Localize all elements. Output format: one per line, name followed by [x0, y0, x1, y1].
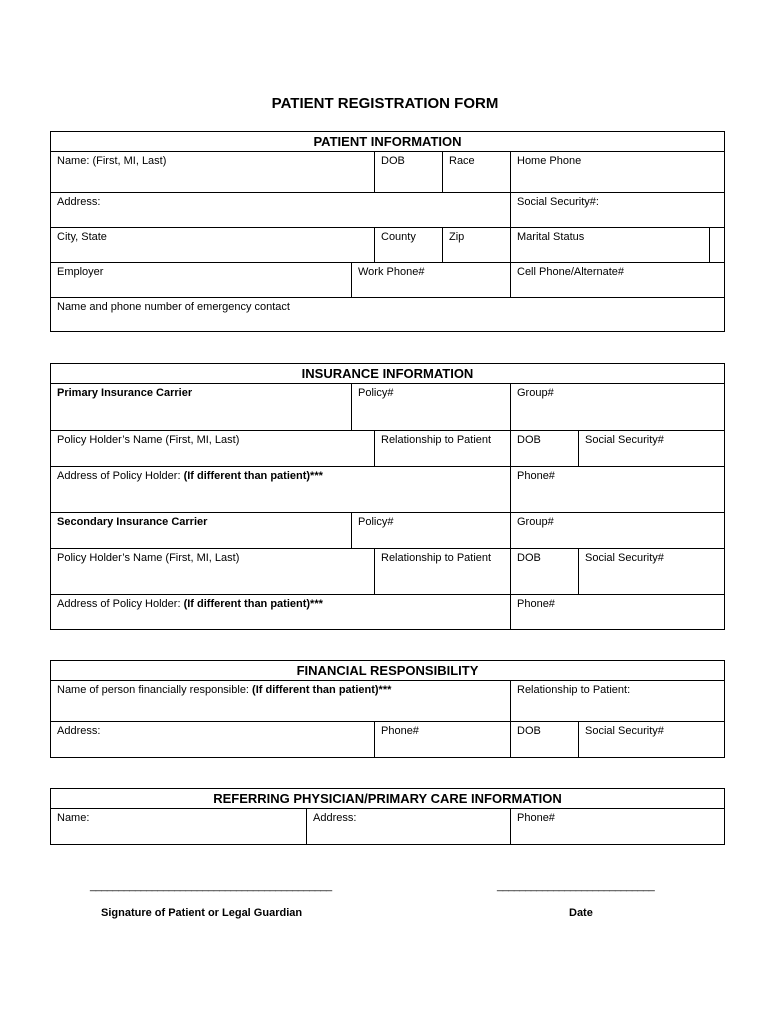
insurance-information-section [50, 363, 725, 630]
primary-holder-address-field[interactable] [51, 467, 510, 512]
primary-ssn-field[interactable] [578, 431, 724, 466]
secondary-group-field[interactable] [510, 513, 724, 548]
primary-phone-field[interactable] [510, 467, 724, 512]
secondary-carrier-label: Secondary Insurance Carrier [57, 516, 208, 528]
patient-name-field[interactable] [51, 152, 374, 192]
secondary-relationship-field[interactable] [374, 549, 510, 594]
financial-phone-field[interactable] [374, 722, 510, 757]
secondary-holder-name-label: Policy Holder’s Name (First, MI, Last) [57, 552, 240, 564]
patient-cell-phone-field[interactable] [510, 263, 724, 297]
insurance-information-header: INSURANCE INFORMATION [51, 364, 724, 384]
patient-zip-label: Zip [449, 231, 465, 243]
financial-phone-label: Phone# [381, 725, 419, 737]
secondary-phone-field[interactable] [510, 595, 724, 629]
secondary-holder-address-note: (If different than patient)*** [183, 598, 323, 610]
patient-ssn-field[interactable] [510, 193, 724, 227]
financial-row-address [51, 721, 724, 757]
patient-row-name [51, 152, 724, 192]
primary-holder-name-label: Policy Holder’s Name (First, MI, Last) [57, 434, 240, 446]
patient-work-phone-field[interactable] [351, 263, 510, 297]
primary-carrier-field[interactable] [51, 384, 351, 430]
signature-label: Signature of Patient or Legal Guardian [101, 907, 303, 919]
physician-row [51, 809, 724, 844]
secondary-dob-field[interactable] [510, 549, 578, 594]
financial-ssn-field[interactable] [578, 722, 724, 757]
primary-carrier-label: Primary Insurance Carrier [57, 387, 193, 399]
primary-policy-field[interactable] [351, 384, 510, 430]
physician-address-field[interactable] [306, 809, 510, 844]
secondary-phone-label: Phone# [517, 598, 555, 610]
insurance-row-primary-holder [51, 430, 724, 466]
financial-row-person [51, 681, 724, 721]
primary-dob-field[interactable] [510, 431, 578, 466]
patient-dob-label: DOB [381, 155, 405, 167]
insurance-row-secondary [51, 512, 724, 548]
secondary-holder-name-field[interactable] [51, 549, 374, 594]
financial-person-note: (If different than patient)*** [252, 684, 392, 696]
patient-row-emergency [51, 297, 724, 331]
patient-row-address [51, 192, 724, 227]
financial-responsibility-section [50, 660, 725, 758]
primary-policy-label: Policy# [358, 387, 394, 399]
physician-phone-label: Phone# [517, 812, 555, 824]
secondary-holder-address-field[interactable] [51, 595, 510, 629]
physician-name-label: Name: [57, 812, 90, 824]
referring-physician-section [50, 788, 725, 845]
primary-group-field[interactable] [510, 384, 724, 430]
patient-marital-status-label: Marital Status [517, 231, 585, 243]
patient-emergency-contact-label: Name and phone number of emergency contact [57, 301, 290, 313]
patient-dob-field[interactable] [374, 152, 442, 192]
patient-cell-phone-label: Cell Phone/Alternate# [517, 266, 625, 278]
secondary-policy-label: Policy# [358, 516, 394, 528]
patient-address-label: Address: [57, 196, 101, 208]
patient-row-employer [51, 262, 724, 297]
patient-city-state-field[interactable] [51, 228, 374, 262]
patient-information-section [50, 131, 725, 332]
physician-name-field[interactable] [51, 809, 306, 844]
primary-relationship-field[interactable] [374, 431, 510, 466]
patient-home-phone-field[interactable] [510, 152, 724, 192]
financial-ssn-label: Social Security# [585, 725, 664, 737]
primary-relationship-label: Relationship to Patient [381, 434, 492, 446]
secondary-group-label: Group# [517, 516, 554, 528]
financial-relationship-field[interactable] [510, 681, 724, 721]
financial-address-field[interactable] [51, 722, 374, 757]
financial-dob-label: DOB [517, 725, 541, 737]
date-label: Date [569, 907, 593, 919]
primary-dob-label: DOB [517, 434, 541, 446]
primary-ssn-label: Social Security# [585, 434, 664, 446]
secondary-dob-label: DOB [517, 552, 541, 564]
secondary-carrier-field[interactable] [51, 513, 351, 548]
financial-dob-field[interactable] [510, 722, 578, 757]
financial-relationship-label: Relationship to Patient: [517, 684, 631, 696]
primary-holder-name-field[interactable] [51, 431, 374, 466]
patient-ssn-label: Social Security#: [517, 196, 599, 208]
patient-county-label: County [381, 231, 416, 243]
patient-marital-status-box[interactable] [709, 228, 724, 262]
physician-phone-field[interactable] [510, 809, 724, 844]
secondary-relationship-label: Relationship to Patient [381, 552, 492, 564]
insurance-row-secondary-holder [51, 548, 724, 594]
patient-employer-label: Employer [57, 266, 104, 278]
primary-holder-address-note: (If different than patient)*** [183, 470, 323, 482]
patient-name-label: Name: (First, MI, Last) [57, 155, 167, 167]
insurance-row-primary-address [51, 466, 724, 512]
date-line[interactable]: ____________________________ [497, 880, 655, 892]
patient-information-header: PATIENT INFORMATION [51, 132, 724, 152]
financial-person-label: Name of person financially responsible: [57, 684, 253, 696]
patient-home-phone-label: Home Phone [517, 155, 582, 167]
patient-county-field[interactable] [374, 228, 442, 262]
insurance-row-secondary-address [51, 594, 724, 629]
financial-address-label: Address: [57, 725, 101, 737]
patient-employer-field[interactable] [51, 263, 351, 297]
secondary-ssn-label: Social Security# [585, 552, 664, 564]
primary-group-label: Group# [517, 387, 554, 399]
patient-zip-field[interactable] [442, 228, 510, 262]
primary-phone-label: Phone# [517, 470, 555, 482]
primary-holder-address-label: Address of Policy Holder: [57, 470, 184, 482]
secondary-holder-address-label: Address of Policy Holder: [57, 598, 184, 610]
signature-line[interactable]: ___________________________________________ [90, 880, 332, 892]
secondary-ssn-field[interactable] [578, 549, 724, 594]
patient-race-label: Race [449, 155, 475, 167]
secondary-policy-field[interactable] [351, 513, 510, 548]
patient-city-state-label: City, State [57, 231, 107, 243]
patient-row-city [51, 227, 724, 262]
physician-address-label: Address: [313, 812, 357, 824]
financial-responsibility-header: FINANCIAL RESPONSIBILITY [51, 661, 724, 681]
financial-person-field[interactable] [51, 681, 510, 721]
patient-marital-status-field[interactable] [510, 228, 709, 262]
patient-address-field[interactable] [51, 193, 510, 227]
insurance-row-primary [51, 384, 724, 430]
patient-race-field[interactable] [442, 152, 510, 192]
form-title: PATIENT REGISTRATION FORM [271, 95, 499, 112]
patient-emergency-contact-field[interactable] [51, 298, 724, 331]
referring-physician-header: REFERRING PHYSICIAN/PRIMARY CARE INFORMATION [51, 789, 724, 809]
patient-work-phone-label: Work Phone# [358, 266, 425, 278]
